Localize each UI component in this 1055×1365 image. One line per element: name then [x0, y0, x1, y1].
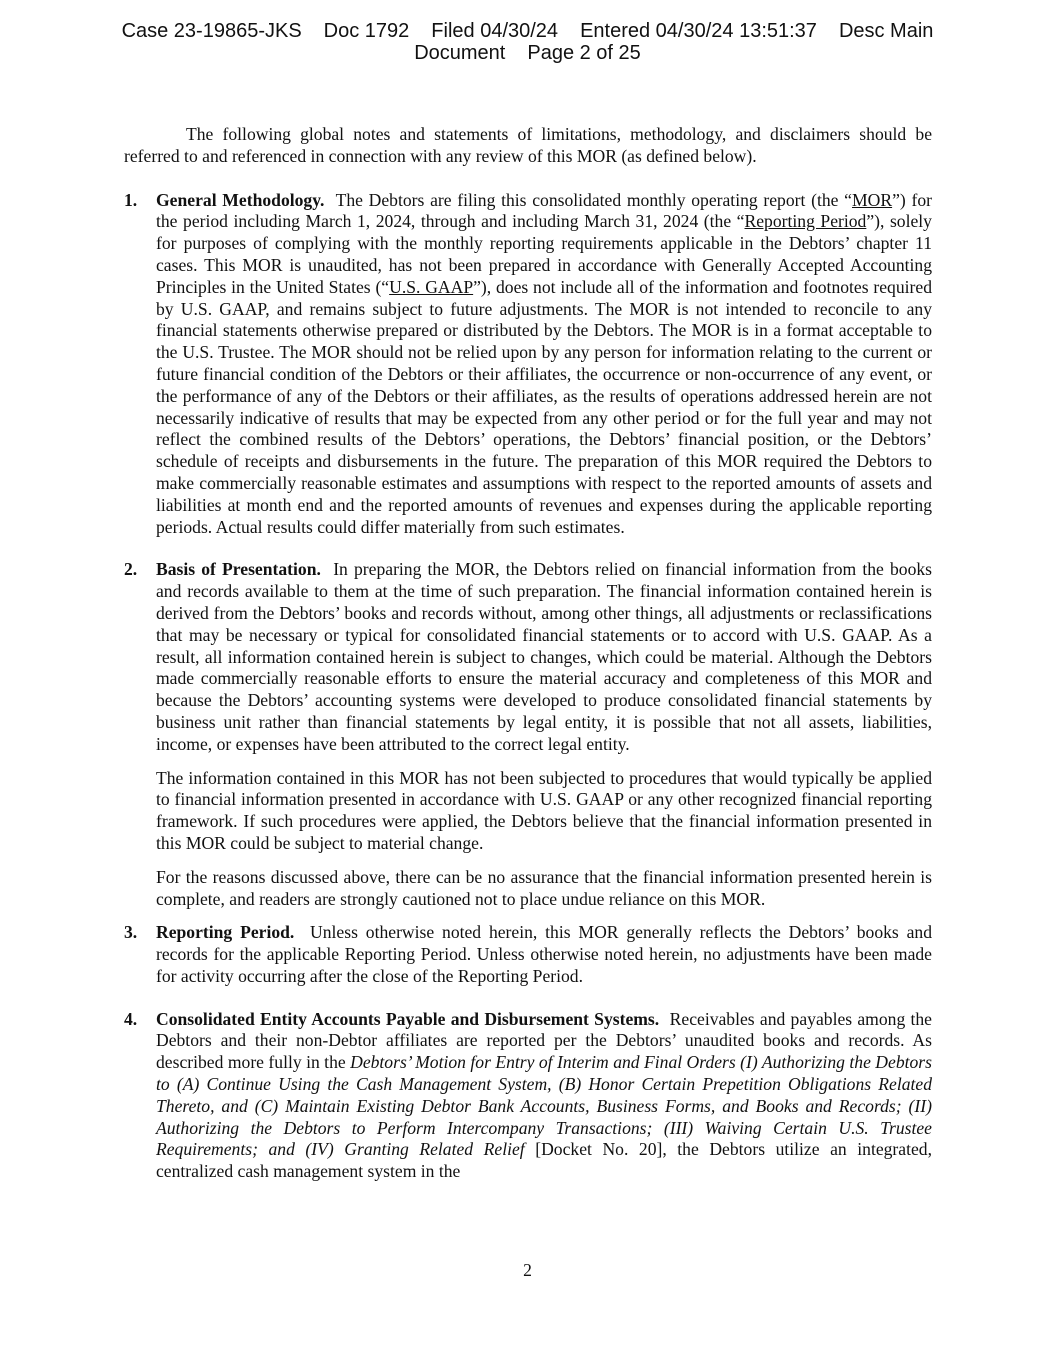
- section-basis-of-presentation: [124, 559, 932, 910]
- section-number: 1.: [124, 189, 138, 210]
- page-number: 2: [523, 1260, 532, 1280]
- entered-date: Entered 04/30/24 13:51:37: [580, 20, 817, 42]
- text-run: ”), does not include all of the information and footnotes required by U.S. GAAP, and remains subject to future adjustments. The MOR is not intended to reconcile to any financial statements otherwise prepared or distributed by the Debtors. The MOR is in a format acceptable to the U.S. Trustee. The MOR should not be relied upon by any person for information relating to the current or future financial condition of the Debtors or their affiliates, the occurrence or non-occurrence of any event, or the performance of any of the Debtors or their affiliates, as the results of operations addressed herein are not necessarily indicative of results that may be expected from any other period or for the full year and may not reflect the combined results of the Debtors’ operations, the Debtors’ financial position, or the Debtors’ schedule of receipts and disbursements in the future. The preparation of this MOR required the Debtors to make commercially reasonable estimates and assumptions with respect to the reported amounts of assets and liabilities at month end and the reported amounts of revenues and expenses during the applicable reporting periods. Actual results could differ materially from such estimates.: [156, 276, 932, 537]
- section-paragraph: [156, 1009, 932, 1183]
- section-paragraph: For the reasons discussed above, there can be no assurance that the financial information presented herein is complete, and readers are strongly cautioned not to place undue reliance on this MOR.: [156, 866, 932, 909]
- doc-number: Doc 1792: [323, 20, 410, 42]
- header-line-2: [0, 42, 1055, 64]
- header-line-1: [0, 20, 1055, 42]
- section-reporting-period: [124, 922, 932, 987]
- section-heading: Consolidated Entity Accounts Payable and Disbursement Systems.: [156, 1008, 660, 1029]
- section-number: 4.: [124, 1008, 138, 1029]
- section-paragraph: [156, 190, 932, 539]
- section-consolidated-entity-accounts: [124, 1009, 932, 1183]
- text-run: Unless otherwise noted herein, this MOR generally reflects the Debtors’ books and records for the applicable Reporting Period. Unless otherwise noted herein, no adjustments have been made for activity occurring after the close of the Reporting Period.: [156, 922, 933, 986]
- doc-type: Document: [414, 42, 506, 64]
- text-run: In preparing the MOR, the Debtors relied on financial information from the books and records available to them at the time of such preparation. The financial information contained herein is derived from the Debtors’ books and records without, among other things, all adjustments or reclassifications that may be necessary or typical for consolidated financial statements or to accord with U.S. GAAP. As a result, all information contained herein is subject to changes, which could be material. Although the Debtors made commercially reasonable efforts to ensure the material accuracy and completeness of this MOR and because the Debtors’ accounting systems were developed to produce consolidated financial statements by business unit rather than financial statements by legal entity, it is possible that not all assets, liabilities, income, or expenses have been attributed to the correct legal entity.: [156, 559, 933, 754]
- section-general-methodology: [124, 190, 932, 539]
- section-heading: General Methodology.: [156, 189, 325, 210]
- motion-title: Debtors’ Motion for Entry of Interim and Final Orders (I) Authorizing the Debtors to (A) Continue Using the Cash Management System, (B) Honor Certain Prepetition Obligations Related Thereto, and (C) Maintain Existing Debtor Bank Accounts, Business Forms, and Books and Records; (II) Authorizing the Debtors to Perform Intercompany Transactions; (III) Waiving Certain U.S. Trustee Requirements; and (IV) Granting Related Relief: [156, 1052, 932, 1160]
- defined-term-mor: MOR: [852, 189, 893, 210]
- section-number: 3.: [124, 922, 138, 943]
- defined-term-us-gaap: U.S. GAAP: [389, 276, 474, 297]
- section-heading: Reporting Period.: [156, 922, 295, 943]
- defined-term-reporting-period: Reporting Period: [744, 211, 867, 232]
- text-run: [Docket No. 20], the Debtors utilize an integrated, centralized cash management system in the: [156, 1139, 932, 1182]
- case-number: Case 23-19865-JKS: [121, 20, 302, 42]
- page-of-count: Page 2 of 25: [527, 42, 641, 64]
- text-run: The Debtors are filing this consolidated monthly operating report (the “: [335, 189, 852, 210]
- text-run: ”), solely for purposes of complying with the monthly reporting requirements applicable in the Debtors’ chapter 11 cases. This MOR is unaudited, has not been prepared in accordance with Generally Accepted Accounting Principles in the United States (“: [156, 211, 932, 297]
- text-run: Receivables and payables among the Debtors and their non-Debtor affiliates are reported per the Debtors’ unaudited books and records. As described more fully in the: [156, 1008, 932, 1073]
- section-heading: Basis of Presentation.: [156, 559, 321, 580]
- section-number: 2.: [124, 559, 138, 580]
- section-paragraph: The information contained in this MOR has not been subjected to procedures that would typically be applied to financial information presented in accordance with U.S. GAAP or any other recognized financial reporting framework. If such procedures were applied, the Debtors believe that the financial information presented in this MOR could be subject to material change.: [156, 767, 932, 853]
- intro-paragraph: The following global notes and statements of limitations, methodology, and disclaimers should be referred to and referenced in connection with any review of this MOR (as defined below).: [124, 124, 932, 166]
- text-run: ”) for the period including March 1, 2024, through and including March 31, 2024 (the “: [156, 189, 932, 232]
- section-paragraph: [156, 559, 932, 755]
- filed-date: Filed 04/30/24: [431, 20, 559, 42]
- court-filing-header: [0, 20, 1055, 64]
- doc-description: Desc Main: [838, 20, 934, 42]
- document-body: [124, 124, 932, 1204]
- section-paragraph: [156, 922, 932, 987]
